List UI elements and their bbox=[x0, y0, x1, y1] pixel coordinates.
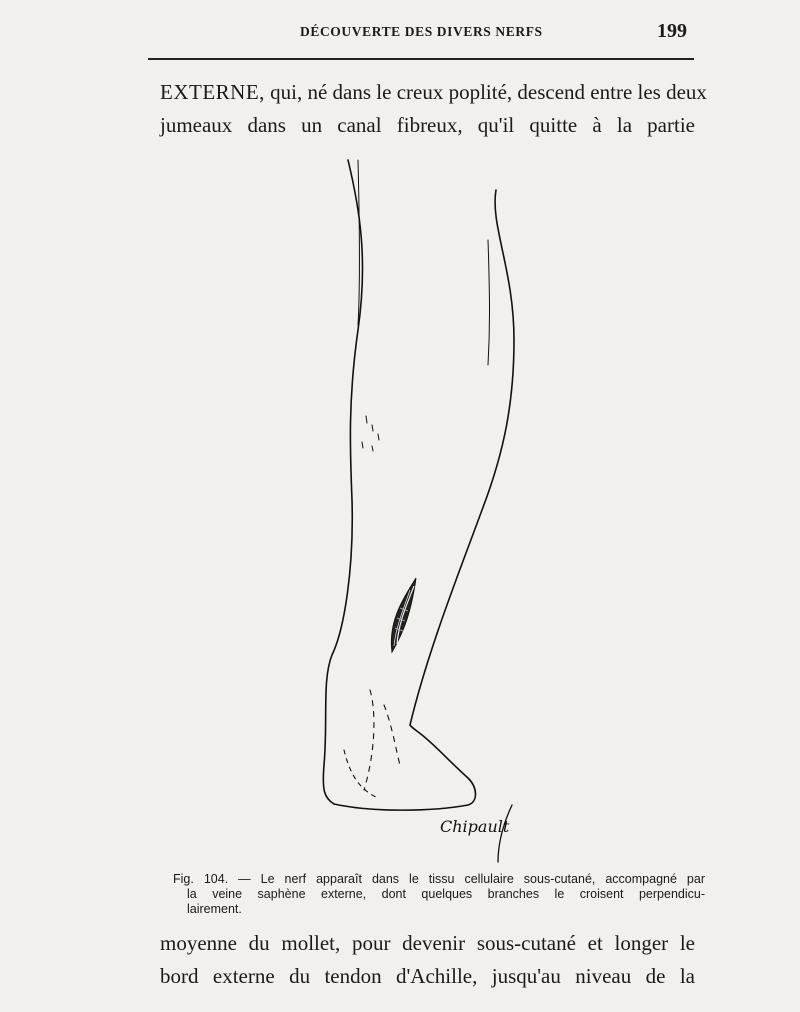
body-line-text: qui, né dans le creux poplité, descend entre les deux bbox=[264, 80, 707, 104]
body-line: bord externe du tendon d'Achille, jusqu'au niveau de la bbox=[160, 964, 695, 988]
caption-line: lairement. bbox=[187, 902, 242, 916]
tendon-dashed-lower bbox=[344, 750, 378, 798]
header-rule bbox=[148, 58, 694, 60]
page-number: 199 bbox=[657, 20, 687, 42]
caption-line: la veine saphène externe, dont quelques branches le croisent perpendicu- bbox=[187, 887, 705, 901]
caption-line: Fig. 104. — Le nerf apparaît dans le tissu cellulaire sous-cutané, accompagné par bbox=[173, 872, 705, 886]
figure-caption bbox=[173, 872, 705, 917]
body-paragraph-top bbox=[160, 76, 707, 142]
running-head: DÉCOUVERTE DES DIVERS NERFS bbox=[300, 24, 543, 39]
popliteal-line bbox=[358, 160, 360, 325]
body-line bbox=[160, 76, 707, 109]
incision-with-nerve bbox=[391, 578, 416, 652]
body-paragraph-bottom bbox=[160, 927, 695, 993]
leg-outline-right bbox=[410, 190, 514, 725]
signature: Chipault bbox=[440, 817, 510, 836]
tendon-dashed-left bbox=[364, 690, 374, 790]
muscle-hatch bbox=[362, 416, 379, 451]
body-line: jumeaux dans un canal fibreux, qu'il quitte à la partie bbox=[160, 113, 695, 137]
leg-outline-left bbox=[323, 160, 362, 804]
body-line: moyenne du mollet, pour devenir sous-cutané et longer le bbox=[160, 931, 695, 955]
heel-foot-outline bbox=[334, 725, 476, 810]
small-caps-term: EXTERNE, bbox=[160, 80, 265, 104]
tendon-dashed-right bbox=[384, 705, 400, 765]
popliteal-line-2 bbox=[488, 240, 490, 365]
leg-illustration bbox=[300, 150, 540, 870]
